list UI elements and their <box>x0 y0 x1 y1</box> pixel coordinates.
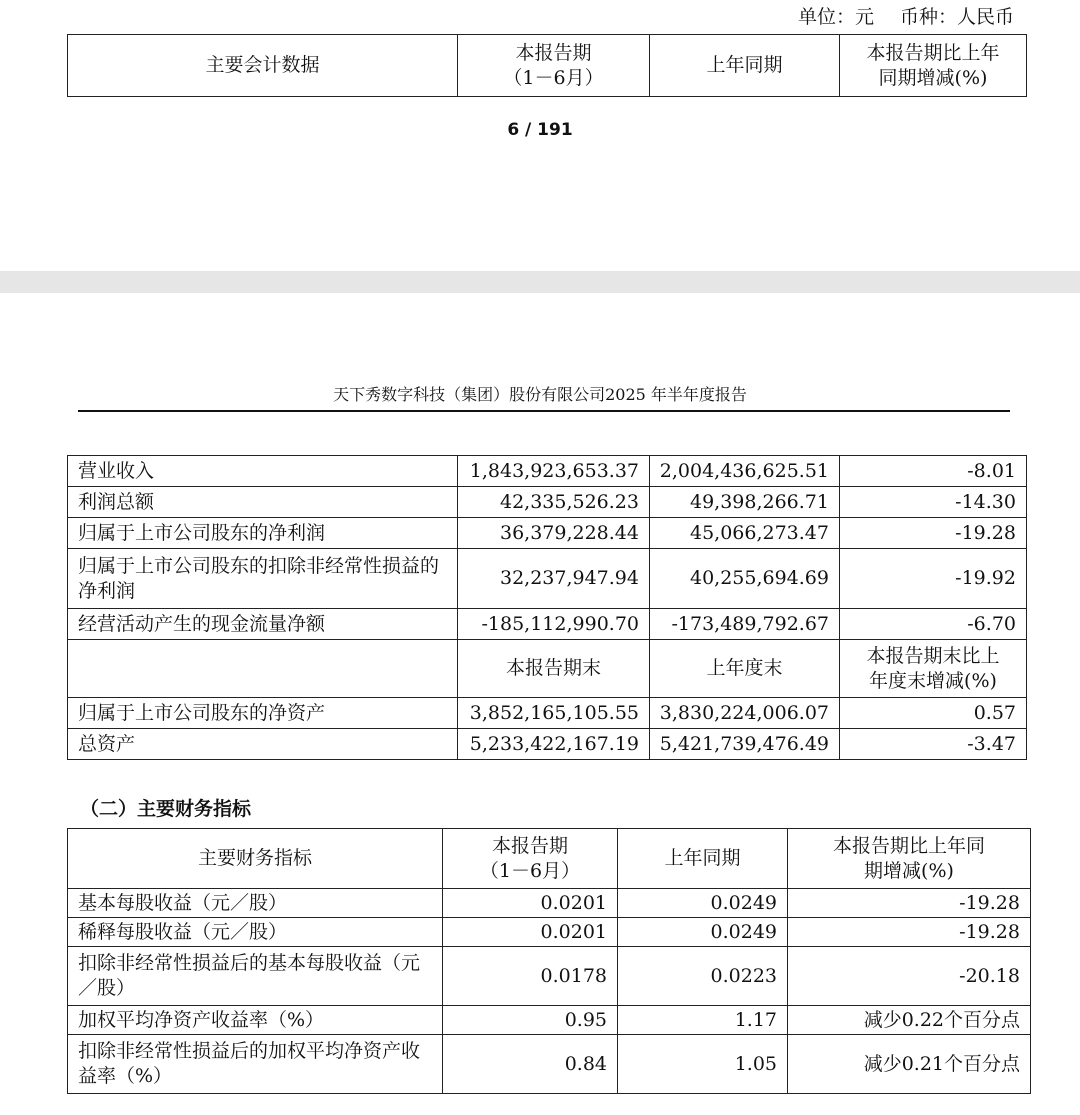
header-main-accounting-data: 主要会计数据 <box>68 35 458 97</box>
header-change-line1: 本报告期比上年 <box>866 41 1000 64</box>
row-change: 减少0.21个百分点 <box>788 1035 1031 1094</box>
table-row <box>68 947 1031 1006</box>
row-label: 基本每股收益（元／股） <box>68 889 443 918</box>
header-current-period <box>458 35 650 97</box>
row-change: 减少0.22个百分点 <box>788 1006 1031 1035</box>
row-change: -19.92 <box>840 549 1027 609</box>
mid-header-prior-year-end: 上年度末 <box>650 640 840 698</box>
row-current: -185,112,990.70 <box>458 609 650 640</box>
section-title: （二）主要财务指标 <box>80 798 252 820</box>
row-prior: 45,066,273.47 <box>650 518 840 549</box>
mid-header-row <box>68 640 1027 698</box>
fin-header-change <box>788 829 1031 889</box>
table-row <box>68 1035 1031 1094</box>
row-prior: 0.0249 <box>618 889 788 918</box>
fin-header-prior: 上年同期 <box>618 829 788 889</box>
currency-label: 币种：人民币 <box>899 6 1014 28</box>
header-change-line2: 同期增减(%) <box>878 66 988 89</box>
row-prior: 3,830,224,006.07 <box>650 698 840 729</box>
table-row <box>68 518 1027 549</box>
mid-header-change-line2: 年度末增减(%) <box>869 669 997 692</box>
table-row <box>68 549 1027 609</box>
table-row <box>68 456 1027 487</box>
mid-header-empty <box>68 640 458 698</box>
row-current: 0.0178 <box>443 947 618 1006</box>
row-label: 稀释每股收益（元／股） <box>68 918 443 947</box>
fin-header-change-line2: 期增减(%) <box>864 859 954 882</box>
header-row <box>68 829 1031 889</box>
table-row <box>68 609 1027 640</box>
mid-header-period-end: 本报告期末 <box>458 640 650 698</box>
header-current-period-line1: 本报告期 <box>515 41 592 64</box>
report-header: 天下秀数字科技（集团）股份有限公司2025 年半年度报告 <box>333 385 747 404</box>
row-prior: -173,489,792.67 <box>650 609 840 640</box>
table-row <box>68 1006 1031 1035</box>
table-row <box>68 729 1027 760</box>
header-rule <box>78 410 1010 412</box>
row-current: 36,379,228.44 <box>458 518 650 549</box>
row-change: -19.28 <box>840 518 1027 549</box>
row-prior: 0.0223 <box>618 947 788 1006</box>
header-change <box>840 35 1027 97</box>
row-label: 加权平均净资产收益率（%） <box>68 1006 443 1035</box>
row-prior: 5,421,739,476.49 <box>650 729 840 760</box>
row-change: 0.57 <box>840 698 1027 729</box>
unit-label: 单位：元 <box>797 6 874 28</box>
row-label: 归属于上市公司股东的净资产 <box>68 698 458 729</box>
fin-header-current <box>443 829 618 889</box>
table-row <box>68 487 1027 518</box>
row-label: 扣除非经常性损益后的基本每股收益（元／股） <box>68 947 443 1006</box>
row-prior: 40,255,694.69 <box>650 549 840 609</box>
row-label: 经营活动产生的现金流量净额 <box>68 609 458 640</box>
row-current: 32,237,947.94 <box>458 549 650 609</box>
fin-header-current-line1: 本报告期 <box>491 834 568 857</box>
row-change: -19.28 <box>788 918 1031 947</box>
mid-header-change-line1: 本报告期末比上 <box>866 644 1000 667</box>
header-prior-period: 上年同期 <box>650 35 840 97</box>
page-number: 6 / 191 <box>507 120 573 140</box>
fin-header-change-line1: 本报告期比上年同 <box>832 834 985 857</box>
table-row <box>68 918 1031 947</box>
row-current: 0.0201 <box>443 889 618 918</box>
row-current: 1,843,923,653.37 <box>458 456 650 487</box>
row-label: 扣除非经常性损益后的加权平均净资产收益率（%） <box>68 1035 443 1094</box>
financial-indicators-table <box>67 828 1031 1094</box>
row-current: 5,233,422,167.19 <box>458 729 650 760</box>
row-label: 利润总额 <box>68 487 458 518</box>
accounting-data-header-table <box>67 34 1027 97</box>
row-change: -19.28 <box>788 889 1031 918</box>
table-row <box>68 889 1031 918</box>
row-current: 0.84 <box>443 1035 618 1094</box>
accounting-data-table <box>67 455 1027 760</box>
row-prior: 1.17 <box>618 1006 788 1035</box>
row-label: 营业收入 <box>68 456 458 487</box>
fin-header-current-line2: （1－6月） <box>479 859 581 882</box>
row-current: 3,852,165,105.55 <box>458 698 650 729</box>
row-prior: 0.0249 <box>618 918 788 947</box>
row-prior: 2,004,436,625.51 <box>650 456 840 487</box>
row-current: 42,335,526.23 <box>458 487 650 518</box>
row-current: 0.0201 <box>443 918 618 947</box>
row-label: 总资产 <box>68 729 458 760</box>
table-row <box>68 698 1027 729</box>
row-label: 归属于上市公司股东的扣除非经常性损益的净利润 <box>68 549 458 609</box>
row-change: -20.18 <box>788 947 1031 1006</box>
row-change: -8.01 <box>840 456 1027 487</box>
row-prior: 49,398,266.71 <box>650 487 840 518</box>
row-prior: 1.05 <box>618 1035 788 1094</box>
mid-header-change <box>840 640 1027 698</box>
row-current: 0.95 <box>443 1006 618 1035</box>
row-label: 归属于上市公司股东的净利润 <box>68 518 458 549</box>
fin-header-indicator: 主要财务指标 <box>68 829 443 889</box>
unit-line <box>798 4 1014 30</box>
row-change: -14.30 <box>840 487 1027 518</box>
page-separator <box>0 271 1080 293</box>
header-current-period-line2: （1－6月） <box>503 66 604 89</box>
row-change: -6.70 <box>840 609 1027 640</box>
row-change: -3.47 <box>840 729 1027 760</box>
